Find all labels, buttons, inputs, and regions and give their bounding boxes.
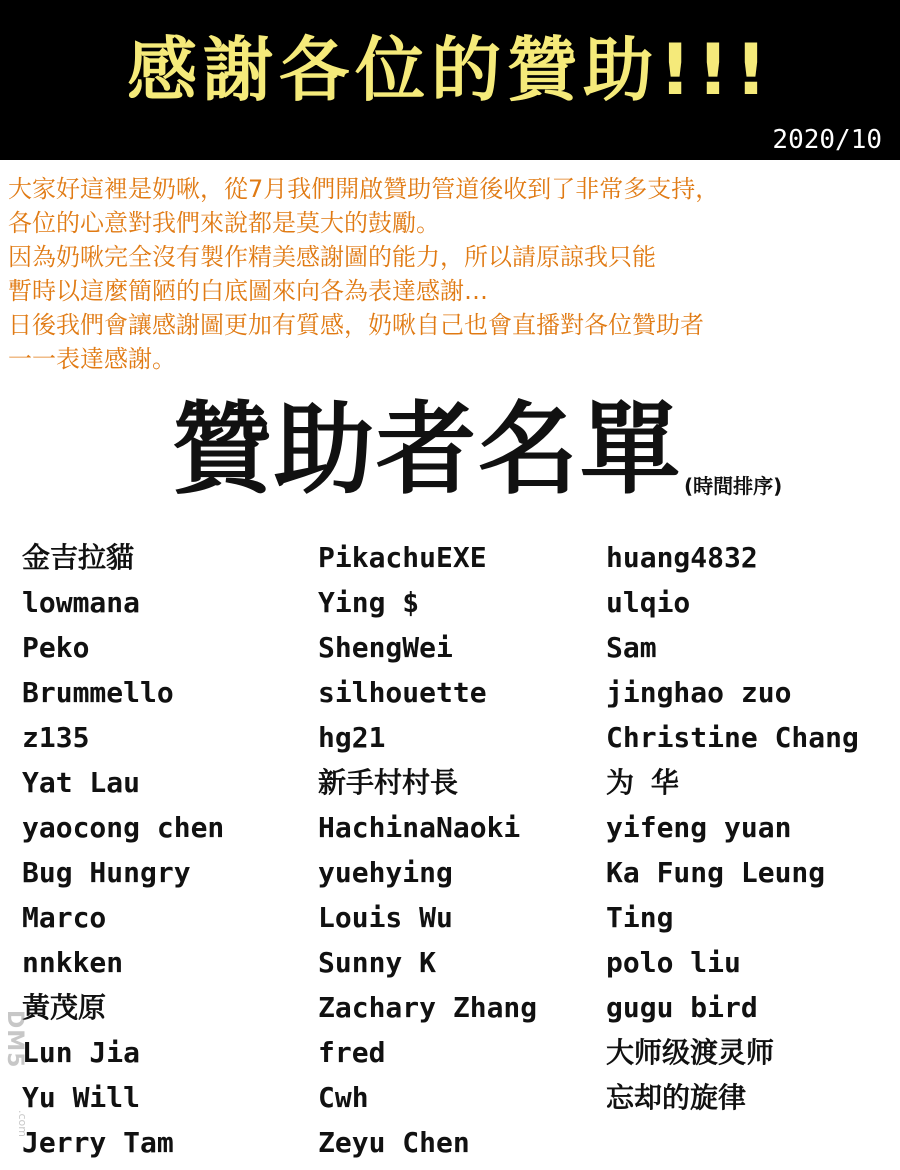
sponsor-name: Zeyu Chen xyxy=(318,1126,470,1159)
sponsor-name: yaocong chen xyxy=(22,811,225,844)
sponsor-name: huang4832 xyxy=(606,541,758,574)
intro-line: 暫時以這麼簡陋的白底圖來向各為表達感謝… xyxy=(8,277,488,305)
sponsor-name: ulqio xyxy=(606,586,691,619)
sponsor-name: Bug Hungry xyxy=(22,856,191,889)
watermark-logo: DM5 xyxy=(2,1010,27,1069)
sponsor-name: 为 华 xyxy=(606,766,679,799)
sponsor-name: Jerry Tam xyxy=(22,1126,174,1159)
sponsor-name: Ying $ xyxy=(318,586,420,619)
intro-line: 因為奶啾完全沒有製作精美感謝圖的能力，所以請原諒我只能 xyxy=(8,243,656,271)
sponsor-name: Yat Lau xyxy=(22,766,141,799)
site-watermark xyxy=(0,1010,34,1160)
sponsor-name: z135 xyxy=(22,721,90,754)
sponsor-name: Peko xyxy=(22,631,90,664)
sponsors-heading xyxy=(172,391,783,508)
sponsor-name: Louis Wu xyxy=(318,901,453,934)
sponsor-name: jinghao zuo xyxy=(606,676,792,709)
sponsor-name: Sunny K xyxy=(318,946,437,979)
sponsor-name: 黃茂原 xyxy=(22,991,107,1024)
sponsor-name: gugu bird xyxy=(606,991,758,1024)
sponsor-column-1 xyxy=(22,535,302,1165)
intro-message xyxy=(8,172,892,376)
sponsor-name: Ting xyxy=(606,901,674,934)
sponsor-name: Marco xyxy=(22,901,107,934)
sponsor-name: 忘却的旋律 xyxy=(606,1081,747,1114)
sponsor-name: Yu Will xyxy=(22,1081,141,1114)
intro-line: 大家好這裡是奶啾，從7月我們開啟贊助管道後收到了非常多支持， xyxy=(8,175,720,203)
sponsor-name: HachinaNaoki xyxy=(318,811,521,844)
watermark-domain: .com xyxy=(16,1110,29,1137)
sponsor-name: yifeng yuan xyxy=(606,811,792,844)
sponsor-name: lowmana xyxy=(22,586,141,619)
sponsor-name: Sam xyxy=(606,631,657,664)
sponsor-name: Ka Fung Leung xyxy=(606,856,826,889)
sponsors-title: 贊助者名單 xyxy=(172,391,682,508)
intro-line: 一一表達感謝。 xyxy=(8,345,176,373)
sponsor-name: hg21 xyxy=(318,721,386,754)
sponsor-name: nnkken xyxy=(22,946,124,979)
sponsor-name: 大师级渡灵师 xyxy=(606,1036,775,1069)
sponsor-column-2 xyxy=(318,535,598,1165)
banner-date: 2020/10 xyxy=(772,125,882,155)
sponsor-name: Lun Jia xyxy=(22,1036,141,1069)
intro-line: 各位的心意對我們來說都是莫大的鼓勵。 xyxy=(8,209,440,237)
sponsor-name: yuehying xyxy=(318,856,453,889)
sponsor-name: Brummello xyxy=(22,676,174,709)
sponsor-name: 新手村村長 xyxy=(318,766,459,799)
sponsor-name: polo liu xyxy=(606,946,741,979)
sponsor-name: Cwh xyxy=(318,1081,369,1114)
sponsor-column-3 xyxy=(606,535,896,1120)
header-banner xyxy=(0,0,900,160)
sponsors-order-note: (時間排序) xyxy=(684,474,783,498)
intro-line: 日後我們會讓感謝圖更加有質感，奶啾自己也會直播對各位贊助者 xyxy=(8,311,704,339)
sponsor-name: 金吉拉貓 xyxy=(22,541,135,574)
sponsor-name: fred xyxy=(318,1036,386,1069)
sponsor-name: PikachuEXE xyxy=(318,541,487,574)
sponsor-name: silhouette xyxy=(318,676,487,709)
sponsor-name: ShengWei xyxy=(318,631,453,664)
sponsor-name: Zachary Zhang xyxy=(318,991,538,1024)
sponsor-name: Christine Chang xyxy=(606,721,859,754)
banner-title: 感謝各位的贊助!!! xyxy=(127,29,773,111)
